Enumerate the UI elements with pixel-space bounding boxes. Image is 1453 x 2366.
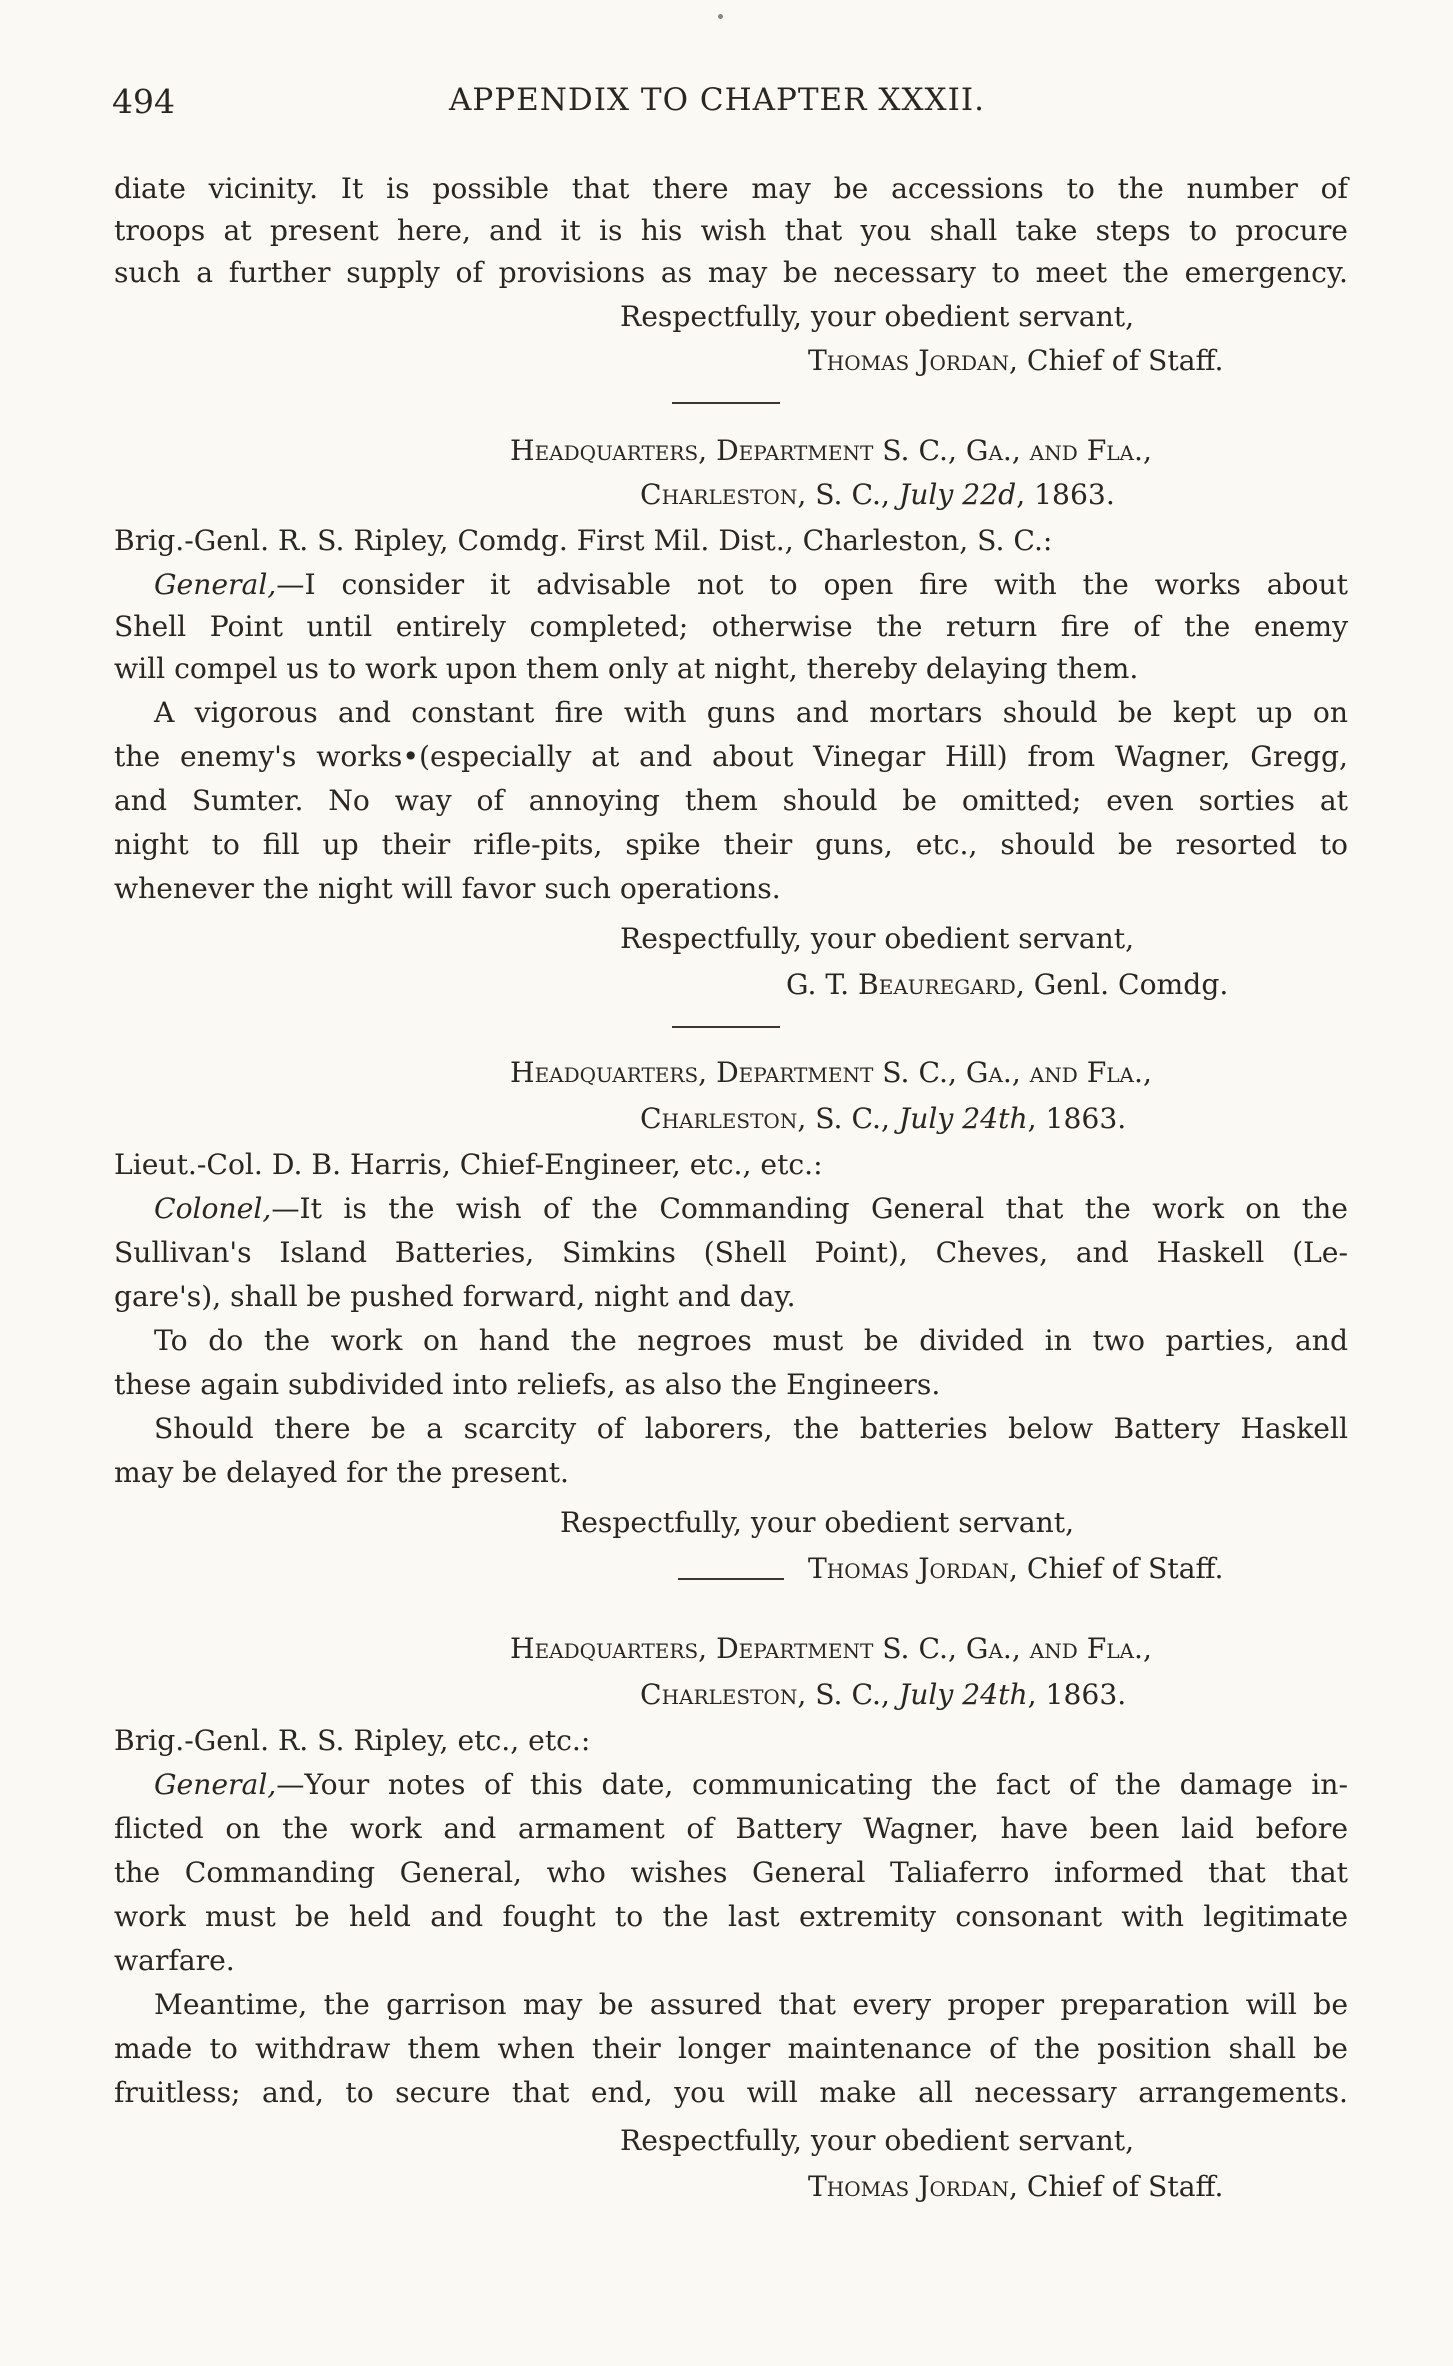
letter2-line: A vigorous and constant fire with guns and mortars should be kept up on (154, 696, 1348, 729)
letter2-addressee: Brig.-Genl. R. S. Ripley, Comdg. First Mil. Dist., Charleston, S. C.: (114, 524, 1053, 557)
letter4-signature: Thomas Jordan, Chief of Staff. (808, 2170, 1224, 2203)
letter2-line: and Sumter. No way of annoying them should be omitted; even sorties at (114, 784, 1348, 817)
letter4-line: fruitless; and, to secure that end, you will make all necessary arrangements. (114, 2076, 1348, 2109)
letter4-line: General,—Your notes of this date, communicating the fact of the damage in- (154, 1768, 1348, 1801)
letter4-line: made to withdraw them when their longer maintenance of the position shall be (114, 2032, 1348, 2065)
letter3-line: may be delayed for the present. (114, 1456, 570, 1489)
running-head: APPENDIX TO CHAPTER XXXII. (449, 82, 985, 118)
letter3-line: Should there be a scarcity of laborers, the batteries below Battery Haskell (154, 1412, 1348, 1445)
letter4-line: work must be held and fought to the last extremity consonant with legitimate (114, 1900, 1348, 1933)
letter2-place-date: Charleston, S. C., July 22d, 1863. (640, 478, 1115, 511)
letter4-place-date: Charleston, S. C., July 24th, 1863. (640, 1678, 1127, 1711)
letter3-place-date: Charleston, S. C., July 24th, 1863. (640, 1102, 1127, 1135)
letter2-line: whenever the night will favor such operations. (114, 872, 781, 905)
letter1-line: such a further supply of provisions as may be necessary to meet the emergency. (114, 256, 1348, 289)
letter2-closing: Respectfully, your obedient servant, (620, 922, 1135, 955)
letter3-heading: Headquarters, Department S. C., Ga., and Fla., (510, 1056, 1152, 1089)
letter1-closing: Respectfully, your obedient servant, (620, 300, 1135, 333)
letter3-closing: Respectfully, your obedient servant, (560, 1506, 1075, 1539)
letter4-addressee: Brig.-Genl. R. S. Ripley, etc., etc.: (114, 1724, 591, 1757)
letter1-line: troops at present here, and it is his wish that you shall take steps to procure (114, 214, 1348, 247)
letter2-line: Shell Point until entirely completed; otherwise the return fire of the enemy (114, 610, 1348, 643)
letter4-line: Meantime, the garrison may be assured that every proper preparation will be (154, 1988, 1348, 2021)
letter3-line: To do the work on hand the negroes must be divided in two parties, and (154, 1324, 1348, 1357)
letter2-line: will compel us to work upon them only at night, thereby delaying them. (114, 652, 1139, 685)
letter3-line: Colonel,—It is the wish of the Commanding General that the work on the (154, 1192, 1348, 1225)
letter2-heading: Headquarters, Department S. C., Ga., and Fla., (510, 434, 1152, 467)
letter3-addressee: Lieut.-Col. D. B. Harris, Chief-Engineer, etc., etc.: (114, 1148, 823, 1181)
letter2-line: General,—I consider it advisable not to open fire with the works about (154, 568, 1348, 601)
letter2-line: the enemy's works•(especially at and about Vinegar Hill) from Wagner, Gregg, (114, 740, 1348, 773)
page-number: 494 (112, 82, 175, 121)
section-divider (672, 402, 780, 404)
letter4-closing: Respectfully, your obedient servant, (620, 2124, 1135, 2157)
letter1-line: diate vicinity. It is possible that there may be accessions to the number of (114, 172, 1348, 205)
letter3-line: Sullivan's Island Batteries, Simkins (Shell Point), Cheves, and Haskell (Le- (114, 1236, 1348, 1269)
letter3-signature: Thomas Jordan, Chief of Staff. (808, 1552, 1224, 1585)
letter2-signature: G. T. Beauregard, Genl. Comdg. (786, 968, 1229, 1001)
letter1-signature: Thomas Jordan, Chief of Staff. (808, 344, 1224, 377)
letter4-line: warfare. (114, 1944, 235, 1977)
section-divider (672, 1026, 780, 1028)
letter4-heading: Headquarters, Department S. C., Ga., and Fla., (510, 1632, 1152, 1665)
letter3-line: these again subdivided into reliefs, as also the Engineers. (114, 1368, 941, 1401)
page-header (112, 82, 1322, 132)
section-divider (678, 1578, 784, 1580)
letter2-line: night to fill up their rifle-pits, spike their guns, etc., should be resorted to (114, 828, 1348, 861)
letter4-line: flicted on the work and armament of Battery Wagner, have been laid before (114, 1812, 1348, 1845)
letter3-line: gare's), shall be pushed forward, night and day. (114, 1280, 796, 1313)
letter4-line: the Commanding General, who wishes General Taliaferro informed that that (114, 1856, 1348, 1889)
page-speck (718, 14, 723, 19)
